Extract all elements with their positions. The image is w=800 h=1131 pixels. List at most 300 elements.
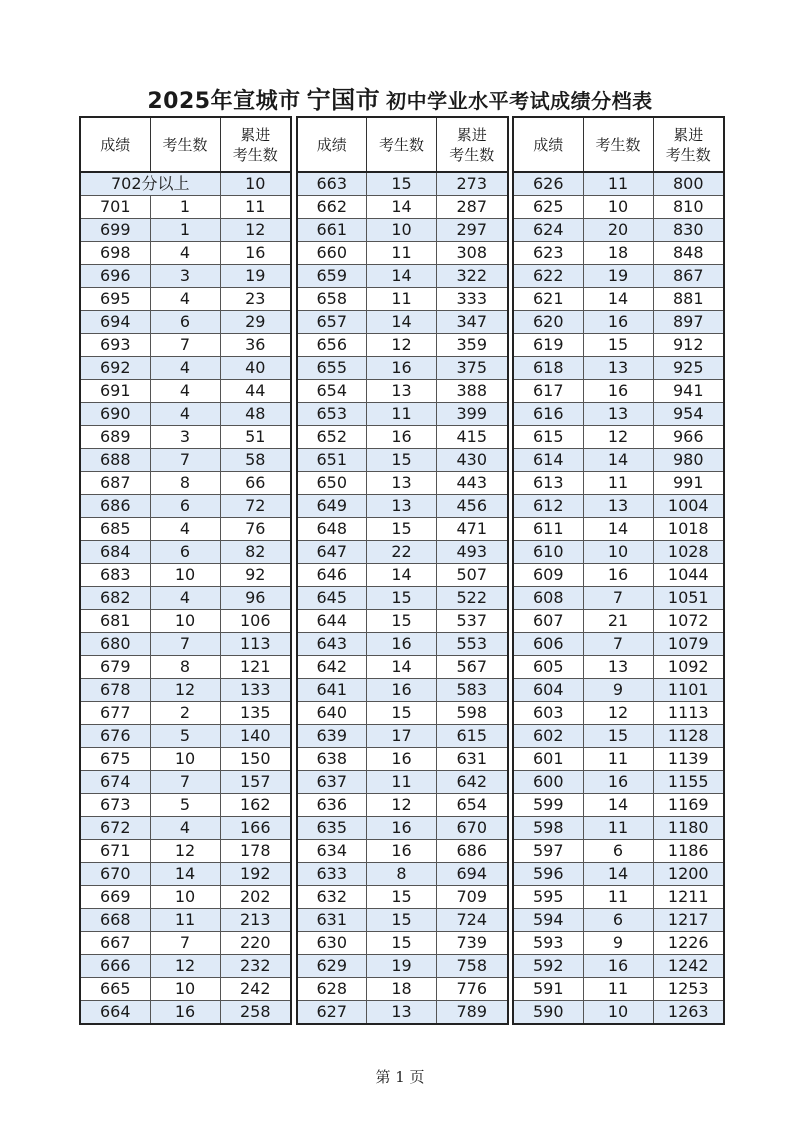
score-cell: 627 [297,1001,367,1025]
cumulative-cell: 1113 [653,702,724,725]
count-cell: 4 [150,587,220,610]
score-cell: 698 [80,242,150,265]
score-cell: 657 [297,311,367,334]
score-table-1 [79,116,292,1025]
score-cell: 690 [80,403,150,426]
cumulative-cell: 1180 [653,817,724,840]
table-row [80,863,291,886]
table-row [297,380,508,403]
table-row [80,334,291,357]
table-row [80,886,291,909]
score-cell: 604 [513,679,583,702]
cumulative-cell: 11 [220,196,291,219]
table-row [80,817,291,840]
table-row [80,288,291,311]
count-cell: 15 [367,449,437,472]
cumulative-cell: 178 [220,840,291,863]
count-cell: 16 [583,311,653,334]
cumulative-cell: 522 [437,587,508,610]
table-row [513,495,724,518]
table-row [297,219,508,242]
table-row [297,564,508,587]
score-cell: 613 [513,472,583,495]
count-cell: 7 [150,633,220,656]
title-year-region: 2025年宣城市 [147,89,301,114]
cumulative-cell: 308 [437,242,508,265]
table-row [513,311,724,334]
header-count: 考生数 [150,117,220,172]
count-cell: 11 [583,172,653,196]
cumulative-cell: 776 [437,978,508,1001]
score-cell: 644 [297,610,367,633]
table-row [80,495,291,518]
score-cell: 630 [297,932,367,955]
score-cell: 611 [513,518,583,541]
count-cell: 10 [150,564,220,587]
cumulative-cell: 848 [653,242,724,265]
score-tables [79,116,725,1025]
score-cell: 640 [297,702,367,725]
cumulative-cell: 507 [437,564,508,587]
score-cell: 681 [80,610,150,633]
score-table-3 [512,116,725,1025]
cumulative-cell: 670 [437,817,508,840]
table-row [80,656,291,679]
cumulative-cell: 553 [437,633,508,656]
count-cell: 16 [367,357,437,380]
cumulative-cell: 471 [437,518,508,541]
cumulative-cell: 106 [220,610,291,633]
score-cell: 650 [297,472,367,495]
cumulative-cell: 1004 [653,495,724,518]
cumulative-cell: 399 [437,403,508,426]
score-cell: 605 [513,656,583,679]
cumulative-cell: 202 [220,886,291,909]
count-cell: 16 [583,955,653,978]
count-cell: 13 [583,403,653,426]
table-row [80,357,291,380]
cumulative-cell: 1169 [653,794,724,817]
table-row [297,955,508,978]
table-row [297,840,508,863]
table-row [80,403,291,426]
count-cell: 11 [367,242,437,265]
count-cell: 11 [367,288,437,311]
count-cell: 2 [150,702,220,725]
score-cell: 619 [513,334,583,357]
score-cell: 673 [80,794,150,817]
table-row [80,909,291,932]
count-cell: 4 [150,403,220,426]
count-cell: 12 [150,679,220,702]
count-cell: 3 [150,265,220,288]
score-cell: 639 [297,725,367,748]
count-cell: 10 [583,1001,653,1025]
count-cell: 14 [367,656,437,679]
score-cell: 651 [297,449,367,472]
count-cell: 19 [367,955,437,978]
table-row [80,172,291,196]
cumulative-cell: 810 [653,196,724,219]
cumulative-cell: 897 [653,311,724,334]
cumulative-cell: 76 [220,518,291,541]
table-row [297,265,508,288]
count-cell: 3 [150,426,220,449]
score-cell: 599 [513,794,583,817]
table-row [80,242,291,265]
score-cell: 696 [80,265,150,288]
table-row [80,541,291,564]
cumulative-cell: 980 [653,449,724,472]
score-cell: 653 [297,403,367,426]
count-cell: 15 [367,932,437,955]
count-cell: 11 [583,886,653,909]
table-row [513,564,724,587]
table-row [80,564,291,587]
page-number: 第 1 页 [375,1068,425,1086]
header-cumulative: 累进 考生数 [653,117,724,172]
score-cell: 602 [513,725,583,748]
cumulative-cell: 631 [437,748,508,771]
table-header-row [80,117,291,172]
table-row [80,196,291,219]
cumulative-cell: 135 [220,702,291,725]
table-row [297,472,508,495]
title-city: 宁国市 [306,86,381,114]
table-row [297,633,508,656]
table-row [297,794,508,817]
cumulative-cell: 29 [220,311,291,334]
table-row [297,334,508,357]
score-cell: 608 [513,587,583,610]
cumulative-cell: 140 [220,725,291,748]
header-count: 考生数 [367,117,437,172]
table-row [80,633,291,656]
cumulative-cell: 867 [653,265,724,288]
count-cell: 7 [150,334,220,357]
count-cell: 4 [150,817,220,840]
count-cell: 10 [583,196,653,219]
cumulative-cell: 220 [220,932,291,955]
cumulative-cell: 258 [220,1001,291,1025]
cumulative-cell: 724 [437,909,508,932]
count-cell: 4 [150,288,220,311]
count-cell: 15 [367,610,437,633]
table-row [80,794,291,817]
score-cell: 598 [513,817,583,840]
table-row [513,172,724,196]
count-cell: 16 [150,1001,220,1025]
table-row [297,771,508,794]
count-cell: 9 [583,932,653,955]
score-cell: 687 [80,472,150,495]
cumulative-cell: 598 [437,702,508,725]
table-row [513,978,724,1001]
table-row [297,357,508,380]
score-cell: 661 [297,219,367,242]
count-cell: 8 [150,656,220,679]
table-row [80,449,291,472]
cumulative-cell: 322 [437,265,508,288]
table-row [297,610,508,633]
count-cell: 21 [583,610,653,633]
table-row [513,380,724,403]
score-cell: 597 [513,840,583,863]
score-cell: 615 [513,426,583,449]
cumulative-cell: 1211 [653,886,724,909]
count-cell: 6 [150,311,220,334]
cumulative-cell: 150 [220,748,291,771]
cumulative-cell: 954 [653,403,724,426]
table-row [80,725,291,748]
header-score: 成绩 [513,117,583,172]
table-row [513,748,724,771]
table-row [297,288,508,311]
table-row [297,748,508,771]
cumulative-cell: 66 [220,472,291,495]
count-cell: 14 [150,863,220,886]
score-cell: 603 [513,702,583,725]
score-cell: 654 [297,380,367,403]
count-cell: 11 [583,817,653,840]
score-cell: 626 [513,172,583,196]
table-row [80,932,291,955]
count-cell: 14 [583,518,653,541]
score-cell: 617 [513,380,583,403]
score-cell: 683 [80,564,150,587]
cumulative-cell: 44 [220,380,291,403]
count-cell: 6 [150,541,220,564]
score-cell: 674 [80,771,150,794]
header-score: 成绩 [297,117,367,172]
header-score: 成绩 [80,117,150,172]
count-cell: 9 [583,679,653,702]
cumulative-cell: 213 [220,909,291,932]
cumulative-cell: 1253 [653,978,724,1001]
count-cell: 13 [367,495,437,518]
score-cell: 645 [297,587,367,610]
cumulative-cell: 19 [220,265,291,288]
table-row [513,219,724,242]
table-row [80,472,291,495]
cumulative-cell: 443 [437,472,508,495]
score-cell: 594 [513,909,583,932]
score-cell: 667 [80,932,150,955]
score-cell: 643 [297,633,367,656]
cumulative-cell: 162 [220,794,291,817]
score-cell: 649 [297,495,367,518]
cumulative-cell: 493 [437,541,508,564]
score-cell: 595 [513,886,583,909]
count-cell: 13 [367,472,437,495]
table-row [297,656,508,679]
cumulative-cell: 1186 [653,840,724,863]
count-cell: 10 [150,978,220,1001]
cumulative-cell: 72 [220,495,291,518]
table-row [513,403,724,426]
score-cell: 631 [297,909,367,932]
cumulative-cell: 1226 [653,932,724,955]
table-row [513,334,724,357]
count-cell: 15 [367,909,437,932]
count-cell: 11 [583,978,653,1001]
count-cell: 14 [367,196,437,219]
table-header-row [297,117,508,172]
count-cell: 7 [150,932,220,955]
table-row [297,817,508,840]
table-row [513,656,724,679]
score-cell: 691 [80,380,150,403]
score-cell: 689 [80,426,150,449]
count-cell: 17 [367,725,437,748]
table-row [513,932,724,955]
score-cell: 610 [513,541,583,564]
cumulative-cell: 347 [437,311,508,334]
score-cell: 665 [80,978,150,1001]
table-row [513,909,724,932]
cumulative-cell: 16 [220,242,291,265]
table-header-row [513,117,724,172]
score-cell: 646 [297,564,367,587]
table-row [513,794,724,817]
count-cell: 16 [583,380,653,403]
score-cell: 662 [297,196,367,219]
count-cell: 14 [583,863,653,886]
count-cell: 12 [367,334,437,357]
score-cell: 625 [513,196,583,219]
score-cell: 632 [297,886,367,909]
cumulative-cell: 48 [220,403,291,426]
cumulative-cell: 10 [220,172,291,196]
score-cell: 635 [297,817,367,840]
cumulative-cell: 789 [437,1001,508,1025]
score-cell: 609 [513,564,583,587]
table-row [513,265,724,288]
table-row [513,541,724,564]
count-cell: 13 [367,380,437,403]
cumulative-cell: 1155 [653,771,724,794]
table-row [80,1001,291,1025]
cumulative-cell: 96 [220,587,291,610]
score-cell: 623 [513,242,583,265]
table-row [297,932,508,955]
cumulative-cell: 40 [220,357,291,380]
score-cell: 685 [80,518,150,541]
cumulative-cell: 925 [653,357,724,380]
count-cell: 6 [583,909,653,932]
cumulative-cell: 709 [437,886,508,909]
count-cell: 16 [367,679,437,702]
count-cell: 14 [583,288,653,311]
count-cell: 16 [367,633,437,656]
count-cell: 10 [367,219,437,242]
count-cell: 5 [150,794,220,817]
score-cell: 647 [297,541,367,564]
table-row [297,196,508,219]
score-cell: 590 [513,1001,583,1025]
table-row [80,219,291,242]
cumulative-cell: 36 [220,334,291,357]
count-cell: 15 [583,725,653,748]
count-cell: 7 [583,633,653,656]
count-cell: 16 [583,564,653,587]
cumulative-cell: 232 [220,955,291,978]
cumulative-cell: 1072 [653,610,724,633]
cumulative-cell: 1200 [653,863,724,886]
score-cell: 634 [297,840,367,863]
table-row [513,518,724,541]
score-cell: 642 [297,656,367,679]
table-row [80,587,291,610]
score-cell: 669 [80,886,150,909]
table-row [80,702,291,725]
table-row [513,1001,724,1025]
table-row [513,610,724,633]
score-cell: 660 [297,242,367,265]
score-cell: 668 [80,909,150,932]
table-row [513,679,724,702]
cumulative-cell: 1139 [653,748,724,771]
score-cell: 633 [297,863,367,886]
table-row [513,449,724,472]
score-cell: 658 [297,288,367,311]
cumulative-cell: 830 [653,219,724,242]
table-row [513,242,724,265]
table-row [80,380,291,403]
cumulative-cell: 912 [653,334,724,357]
cumulative-cell: 583 [437,679,508,702]
table-row [513,725,724,748]
table-row [513,817,724,840]
table-row [80,679,291,702]
table-row [297,863,508,886]
count-cell: 16 [583,771,653,794]
count-cell: 14 [583,449,653,472]
count-cell: 5 [150,725,220,748]
score-cell: 592 [513,955,583,978]
count-cell: 15 [367,172,437,196]
score-cell: 680 [80,633,150,656]
score-cell: 684 [80,541,150,564]
table-row [513,472,724,495]
score-cell: 664 [80,1001,150,1025]
count-cell: 14 [367,265,437,288]
table-row [297,725,508,748]
table-row [297,702,508,725]
table-row [297,518,508,541]
score-range-cell: 702分以上 [80,172,220,196]
score-cell: 593 [513,932,583,955]
score-cell: 688 [80,449,150,472]
count-cell: 1 [150,219,220,242]
count-cell: 11 [367,771,437,794]
count-cell: 8 [150,472,220,495]
score-cell: 591 [513,978,583,1001]
table-row [513,702,724,725]
count-cell: 10 [150,886,220,909]
score-cell: 616 [513,403,583,426]
cumulative-cell: 739 [437,932,508,955]
table-row [513,288,724,311]
cumulative-cell: 1092 [653,656,724,679]
table-row [297,311,508,334]
cumulative-cell: 694 [437,863,508,886]
table-row [297,978,508,1001]
table-row [513,587,724,610]
table-row [297,909,508,932]
score-cell: 695 [80,288,150,311]
score-cell: 622 [513,265,583,288]
